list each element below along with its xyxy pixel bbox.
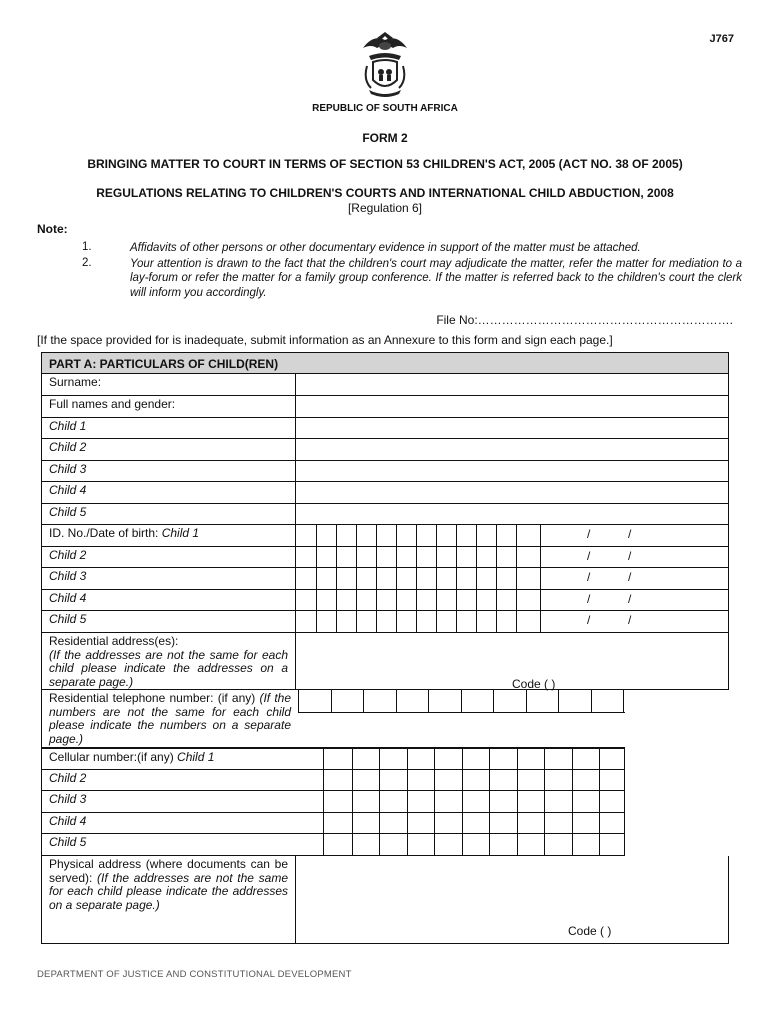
child-label: Child 2 <box>49 440 87 454</box>
cellular-digit-box <box>462 834 463 855</box>
cellular-input[interactable] <box>324 749 624 769</box>
id-digit-box <box>396 547 397 567</box>
cellular-digit-box <box>407 813 408 833</box>
cellular-digit-box <box>379 770 380 790</box>
cellular-input[interactable] <box>324 834 624 855</box>
note-label: Note: <box>37 222 68 236</box>
cellular-row <box>41 813 625 834</box>
surname-input[interactable] <box>296 374 728 395</box>
id-digit-box <box>540 611 541 632</box>
cellular-row <box>41 791 625 813</box>
cellular-digit-box <box>489 791 490 812</box>
form-title: BRINGING MATTER TO COURT IN TERMS OF SECTION 53 CHILDREN'S ACT, 2005 (ACT NO. 38 OF 2005) <box>87 157 683 171</box>
child-name-input[interactable] <box>296 461 728 481</box>
cellular-digit-box <box>517 770 518 790</box>
id-digit-box <box>356 611 357 632</box>
cellular-digit-box <box>434 749 435 769</box>
footer-department: DEPARTMENT OF JUSTICE AND CONSTITUTIONAL DEVELOPMENT <box>37 969 352 980</box>
note-item <box>82 257 742 301</box>
id-row <box>41 590 729 611</box>
cellular-digit-box <box>544 813 545 833</box>
cellular-digit-box <box>379 749 380 769</box>
residential-telephone-input[interactable] <box>298 690 625 713</box>
cellular-digit-box <box>517 834 518 855</box>
form-subtitle: REGULATIONS RELATING TO CHILDREN'S COURTS AND INTERNATIONAL CHILD ABDUCTION, 2008 <box>96 186 674 200</box>
id-number-input[interactable] <box>296 590 728 610</box>
cellular-digit-box <box>599 749 600 769</box>
child-label: Child 1 <box>49 419 87 433</box>
cellular-digit-box <box>407 770 408 790</box>
id-digit-box <box>316 590 317 610</box>
id-digit-box <box>336 547 337 567</box>
cellular-digit-box <box>407 791 408 812</box>
id-digit-box <box>356 568 357 589</box>
id-digit-box <box>336 590 337 610</box>
id-digit-box <box>416 568 417 589</box>
id-digit-box <box>436 590 437 610</box>
id-row <box>41 568 729 590</box>
cellular-digit-box <box>489 770 490 790</box>
child-label: Child 2 <box>49 771 87 785</box>
physical-address-row <box>41 856 729 944</box>
cellular-digit-box <box>544 791 545 812</box>
full-names-child-row <box>41 461 729 482</box>
child-label: Child 2 <box>49 548 87 562</box>
telephone-digit-box <box>558 690 559 712</box>
postal-code-field[interactable]: Code ( ) <box>568 924 612 938</box>
cellular-row <box>41 770 625 791</box>
residential-address-note: (If the addresses are not the same for each child please indicate the addresses on a separate page.) <box>49 647 288 689</box>
id-digit-box <box>516 525 517 546</box>
cellular-digit-box <box>599 791 600 812</box>
id-row <box>41 525 729 547</box>
id-digit-box <box>540 525 541 546</box>
residential-telephone-label: Residential telephone number: (if any) <box>49 691 260 705</box>
child-label: Child 5 <box>49 612 87 626</box>
id-digit-box <box>396 568 397 589</box>
republic-label: REPUBLIC OF SOUTH AFRICA <box>312 103 458 114</box>
id-digit-box <box>416 547 417 567</box>
note-text: Affidavits of other persons or other documentary evidence in support of the matter must be attached. <box>130 242 641 254</box>
id-digit-box <box>416 525 417 546</box>
id-digit-box <box>540 547 541 567</box>
cellular-digit-box <box>517 813 518 833</box>
cellular-row <box>41 748 625 770</box>
id-digit-box <box>336 525 337 546</box>
note-text: Your attention is drawn to the fact that the children's court may adjudicate the matter, refer the matter for mediation to a lay-forum or refer the matter for a family group conference. If the matter is referred back to the children's court the clerk will inform you accordingly. <box>130 257 742 299</box>
date-separator: / <box>587 592 591 606</box>
id-digit-box <box>376 525 377 546</box>
cellular-digit-box <box>517 749 518 769</box>
cellular-digit-box <box>462 770 463 790</box>
id-digit-box <box>496 590 497 610</box>
full-names-child-row <box>41 504 729 525</box>
cellular-row <box>41 834 625 856</box>
telephone-digit-box <box>298 690 299 712</box>
id-digit-box <box>436 568 437 589</box>
id-digit-box <box>540 568 541 589</box>
child-label: Child 1 <box>177 750 215 764</box>
child-label: Child 4 <box>49 814 87 828</box>
date-separator: / <box>628 592 632 606</box>
cellular-digit-box <box>489 834 490 855</box>
cellular-digit-box <box>489 813 490 833</box>
id-digit-box <box>356 547 357 567</box>
child-label: Child 4 <box>49 483 87 497</box>
id-digit-box <box>436 611 437 632</box>
cellular-input[interactable] <box>324 770 624 790</box>
cellular-digit-box <box>352 791 353 812</box>
child-label: Child 4 <box>49 591 87 605</box>
id-number-input[interactable] <box>296 547 728 567</box>
cellular-digit-box <box>462 791 463 812</box>
cellular-digit-box <box>489 749 490 769</box>
id-digit-box <box>540 590 541 610</box>
id-digit-box <box>436 547 437 567</box>
space-inadequate-note: [If the space provided for is inadequate, submit information as an Annexure to this form and sign each page.] <box>37 333 613 347</box>
id-digit-box <box>316 525 317 546</box>
cellular-digit-box <box>599 770 600 790</box>
date-separator: / <box>628 613 632 627</box>
cellular-digit-box <box>434 791 435 812</box>
telephone-digit-box <box>526 690 527 712</box>
telephone-digit-box <box>493 690 494 712</box>
id-row <box>41 611 729 633</box>
file-number-field[interactable]: File No:………………………………………………………. <box>436 313 733 327</box>
note-number: 2. <box>82 256 92 269</box>
date-separator: / <box>628 527 632 541</box>
cellular-digit-box <box>379 813 380 833</box>
cellular-digit-box <box>462 813 463 833</box>
id-label: ID. No./Date of birth: <box>49 526 162 540</box>
cellular-digit-box <box>544 749 545 769</box>
id-number-input[interactable] <box>296 611 728 632</box>
id-digit-box <box>476 525 477 546</box>
id-digit-box <box>356 525 357 546</box>
full-names-input[interactable] <box>296 396 728 417</box>
postal-code-field[interactable]: Code ( ) <box>512 677 556 691</box>
child-label: Child 3 <box>49 462 87 476</box>
telephone-digit-box <box>428 690 429 712</box>
id-digit-box <box>516 611 517 632</box>
id-digit-box <box>496 547 497 567</box>
date-separator: / <box>628 549 632 563</box>
id-digit-box <box>376 611 377 632</box>
date-separator: / <box>587 570 591 584</box>
child-name-input[interactable] <box>296 504 728 524</box>
form-number: FORM 2 <box>362 131 408 145</box>
child-label: Child 3 <box>49 792 87 806</box>
id-digit-box <box>456 568 457 589</box>
residential-telephone-row <box>41 690 625 748</box>
cellular-digit-box <box>599 813 600 833</box>
child-name-input[interactable] <box>296 439 728 460</box>
id-digit-box <box>316 611 317 632</box>
telephone-digit-box <box>461 690 462 712</box>
cellular-digit-box <box>352 749 353 769</box>
cellular-digit-box <box>572 813 573 833</box>
cellular-digit-box <box>352 770 353 790</box>
cellular-digit-box <box>572 834 573 855</box>
cellular-label: Cellular number:(if any) <box>49 750 178 764</box>
id-digit-box <box>376 590 377 610</box>
full-names-label: Full names and gender: <box>42 396 296 417</box>
full-names-child-row <box>41 439 729 461</box>
full-names-row <box>41 396 729 418</box>
id-digit-box <box>516 590 517 610</box>
id-digit-box <box>496 568 497 589</box>
cellular-digit-box <box>599 834 600 855</box>
telephone-digit-box <box>363 690 364 712</box>
cellular-digit-box <box>517 791 518 812</box>
surname-row <box>41 374 729 396</box>
cellular-digit-box <box>407 749 408 769</box>
id-digit-box <box>316 547 317 567</box>
telephone-digit-box <box>623 690 624 712</box>
id-digit-box <box>396 611 397 632</box>
id-row <box>41 547 729 568</box>
note-number: 1. <box>82 241 92 253</box>
id-digit-box <box>476 547 477 567</box>
full-names-child-row <box>41 418 729 439</box>
date-separator: / <box>587 613 591 627</box>
cellular-digit-box <box>572 791 573 812</box>
cellular-digit-box <box>379 834 380 855</box>
cellular-digit-box <box>544 770 545 790</box>
id-digit-box <box>476 611 477 632</box>
date-separator: / <box>587 549 591 563</box>
id-digit-box <box>356 590 357 610</box>
id-number-input[interactable] <box>296 568 728 589</box>
cellular-digit-box <box>352 834 353 855</box>
cellular-digit-box <box>572 749 573 769</box>
id-digit-box <box>336 611 337 632</box>
id-digit-box <box>456 590 457 610</box>
cellular-input[interactable] <box>324 813 624 833</box>
id-digit-box <box>476 590 477 610</box>
id-digit-box <box>496 525 497 546</box>
cellular-input[interactable] <box>324 791 624 812</box>
cellular-digit-box <box>434 834 435 855</box>
id-digit-box <box>456 547 457 567</box>
cellular-digit-box <box>572 770 573 790</box>
regulation-ref: [Regulation 6] <box>347 201 423 215</box>
physical-address-note: (If the addresses are not the same for each child please indicate the addresses on a separate page.) <box>49 870 288 912</box>
cellular-digit-box <box>379 791 380 812</box>
cellular-digit-box <box>407 834 408 855</box>
coat-of-arms-icon <box>355 30 415 100</box>
id-number-input[interactable] <box>296 525 728 546</box>
telephone-digit-box <box>396 690 397 712</box>
residential-address-input[interactable] <box>296 633 728 689</box>
part-a-heading: PART A: PARTICULARS OF CHILD(REN) <box>41 352 729 374</box>
form-code: J767 <box>709 33 734 45</box>
cellular-digit-box <box>462 749 463 769</box>
child-label: Child 5 <box>49 835 87 849</box>
id-digit-box <box>336 568 337 589</box>
id-digit-box <box>456 525 457 546</box>
residential-telephone-note: (If the numbers are not the same for each child please indicate the numbers on a separate page.) <box>49 691 291 746</box>
id-digit-box <box>416 590 417 610</box>
date-separator: / <box>628 570 632 584</box>
surname-label: Surname: <box>42 374 296 395</box>
telephone-digit-box <box>331 690 332 712</box>
note-item <box>82 241 742 256</box>
id-digit-box <box>416 611 417 632</box>
residential-address-row <box>41 633 729 690</box>
physical-address-label: Physical address (where documents can be served): <box>49 857 288 885</box>
date-separator: / <box>587 527 591 541</box>
child-name-input[interactable] <box>296 418 728 438</box>
child-label: Child 3 <box>49 569 87 583</box>
id-digit-box <box>516 547 517 567</box>
full-names-child-row <box>41 482 729 504</box>
cellular-digit-box <box>434 813 435 833</box>
id-digit-box <box>396 525 397 546</box>
cellular-digit-box <box>434 770 435 790</box>
child-name-input[interactable] <box>296 482 728 503</box>
id-digit-box <box>376 568 377 589</box>
telephone-digit-box <box>591 690 592 712</box>
cellular-digit-box <box>352 813 353 833</box>
child-label: Child 5 <box>49 505 87 519</box>
id-digit-box <box>496 611 497 632</box>
physical-address-input[interactable] <box>296 856 728 943</box>
id-digit-box <box>516 568 517 589</box>
cellular-digit-box <box>544 834 545 855</box>
id-digit-box <box>376 547 377 567</box>
id-digit-box <box>456 611 457 632</box>
child-label: Child 1 <box>161 526 200 540</box>
notes-list <box>82 241 742 301</box>
id-digit-box <box>476 568 477 589</box>
id-digit-box <box>436 525 437 546</box>
residential-address-label: Residential address(es): <box>49 634 179 648</box>
id-digit-box <box>316 568 317 589</box>
id-digit-box <box>396 590 397 610</box>
